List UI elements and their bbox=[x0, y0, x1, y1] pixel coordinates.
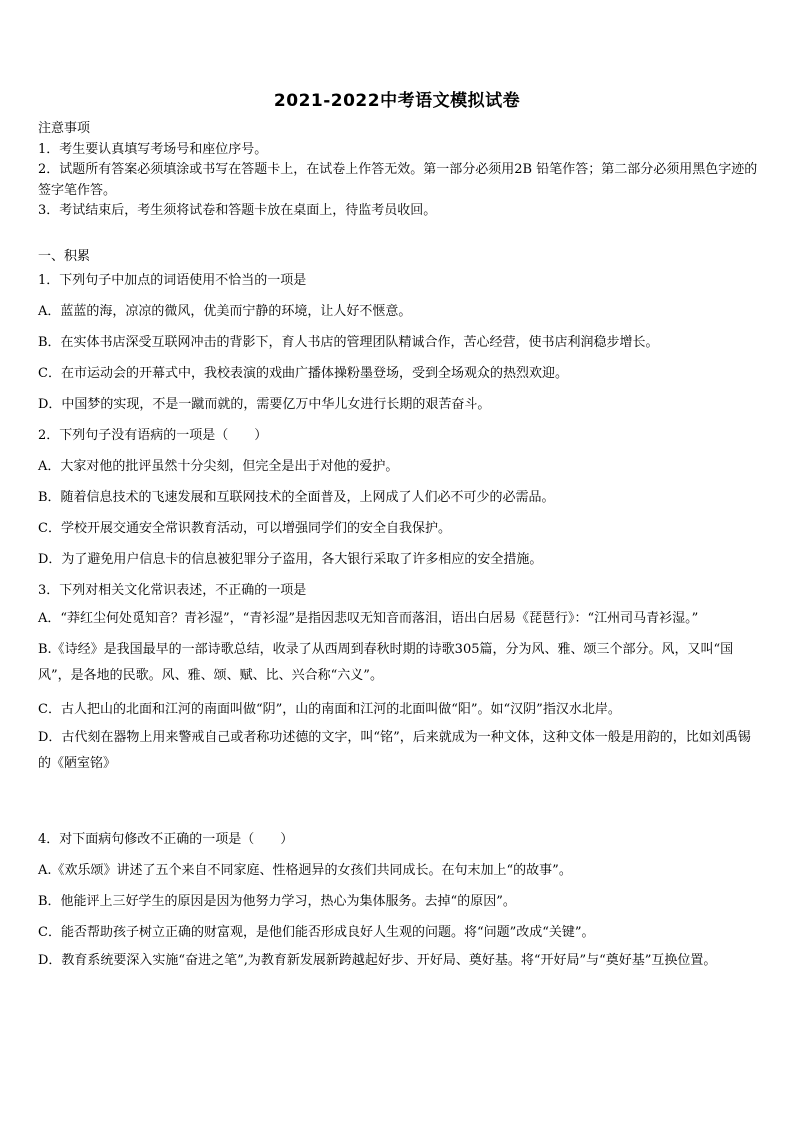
question-2 bbox=[38, 420, 758, 575]
question-stem: 1．下列句子中加点的词语使用不恰当的一项是 bbox=[38, 273, 307, 288]
question-3 bbox=[38, 575, 758, 777]
option-c: C．学校开展交通安全常识教育活动，可以增强同学们的安全自我保护。 bbox=[38, 521, 451, 536]
option-b: B．他能评上三好学生的原因是因为他努力学习，热心为集体服务。去掉“的原因”。 bbox=[38, 894, 516, 909]
option-a: A．蓝蓝的海，凉凉的微风，优美而宁静的环境，让人好不惬意。 bbox=[38, 304, 412, 319]
section-heading: 一、积累 bbox=[38, 249, 91, 264]
notes-item: 2．试题所有答案必须填涂或书写在答题卡上，在试卷上作答无效。第一部分必须用2B 铅笔作答；第二部分必须用黑色字迹的签字笔作答。 bbox=[38, 162, 758, 198]
option-b: B．随着信息技术的飞速发展和互联网技术的全面普及，上网成了人们必不可少的必需品。 bbox=[38, 490, 555, 505]
question-stem: 4．对下面病句修改不正确的一项是（ ） bbox=[38, 832, 294, 847]
option-c: C．古人把山的北面和江河的南面叫做“阴”，山的南面和江河的北面叫做“阳”。如“汉阴”指汉水北岸。 bbox=[38, 702, 621, 717]
notes-item: 3．考试结束后，考生须将试卷和答题卡放在桌面上，待监考员收回。 bbox=[38, 203, 437, 218]
option-d: D．教育系统要深入实施“奋进之笔”,为教育新发展新跨越起好步、开好局、奠好基。将“开好局”与“奠好基”互换位置。 bbox=[38, 953, 717, 968]
question-1 bbox=[38, 265, 758, 420]
notes-heading: 注意事项 bbox=[38, 121, 91, 136]
option-b: B．在实体书店深受互联网冲击的背影下，育人书店的管理团队精诚合作，苦心经营，使书店利润稳步增长。 bbox=[38, 335, 659, 350]
option-d: D．中国梦的实现，不是一蹴而就的，需要亿万中华儿女进行长期的艰苦奋斗。 bbox=[38, 397, 491, 412]
option-a: A．“莽红尘何处觅知音？青衫湿”，“青衫湿”是指因悲叹无知音而落泪，语出白居易《琵琶行》：“江州司马青衫湿。” bbox=[38, 611, 699, 626]
question-stem: 2．下列句子没有语病的一项是（ ） bbox=[38, 428, 268, 443]
notes-block bbox=[38, 119, 758, 222]
question-stem: 3．下列对相关文化常识表述，不正确的一项是 bbox=[38, 583, 307, 598]
option-d: D．为了避免用户信息卡的信息被犯罪分子盗用，各大银行采取了许多相应的安全措施。 bbox=[38, 552, 543, 567]
option-a: A．大家对他的批评虽然十分尖刻，但完全是出于对他的爱护。 bbox=[38, 459, 399, 474]
option-c: C．能否帮助孩子树立正确的财富观，是他们能否形成良好人生观的问题。将“问题”改成“关键”。 bbox=[38, 925, 595, 940]
question-4 bbox=[38, 824, 758, 974]
notes-item: 1．考生要认真填写考场号和座位序号。 bbox=[38, 141, 268, 157]
option-c: C．在市运动会的开幕式中，我校表演的戏曲广播体操粉墨登场，受到全场观众的热烈欢迎。 bbox=[38, 366, 568, 381]
option-b: B.《诗经》是我国最早的一部诗歌总结，收录了从西周到春秋时期的诗歌305篇，分为风、雅、颂三个部分。风，又叫“国风”，是各地的民歌。风、雅、颂、赋、比、兴合称“六义”。 bbox=[38, 642, 734, 683]
option-a: A.《欢乐颂》讲述了五个来自不同家庭、性格迥异的女孩们共同成长。在句末加上“的故事”。 bbox=[38, 863, 572, 878]
page-title: 2021-2022中考语文模拟试卷 bbox=[273, 91, 521, 111]
option-d: D．古代刻在器物上用来警戒自己或者称功述德的文字，叫“铭”，后来就成为一种文体，这种文体一般是用韵的，比如刘禹锡的《陋室铭》 bbox=[38, 730, 751, 771]
